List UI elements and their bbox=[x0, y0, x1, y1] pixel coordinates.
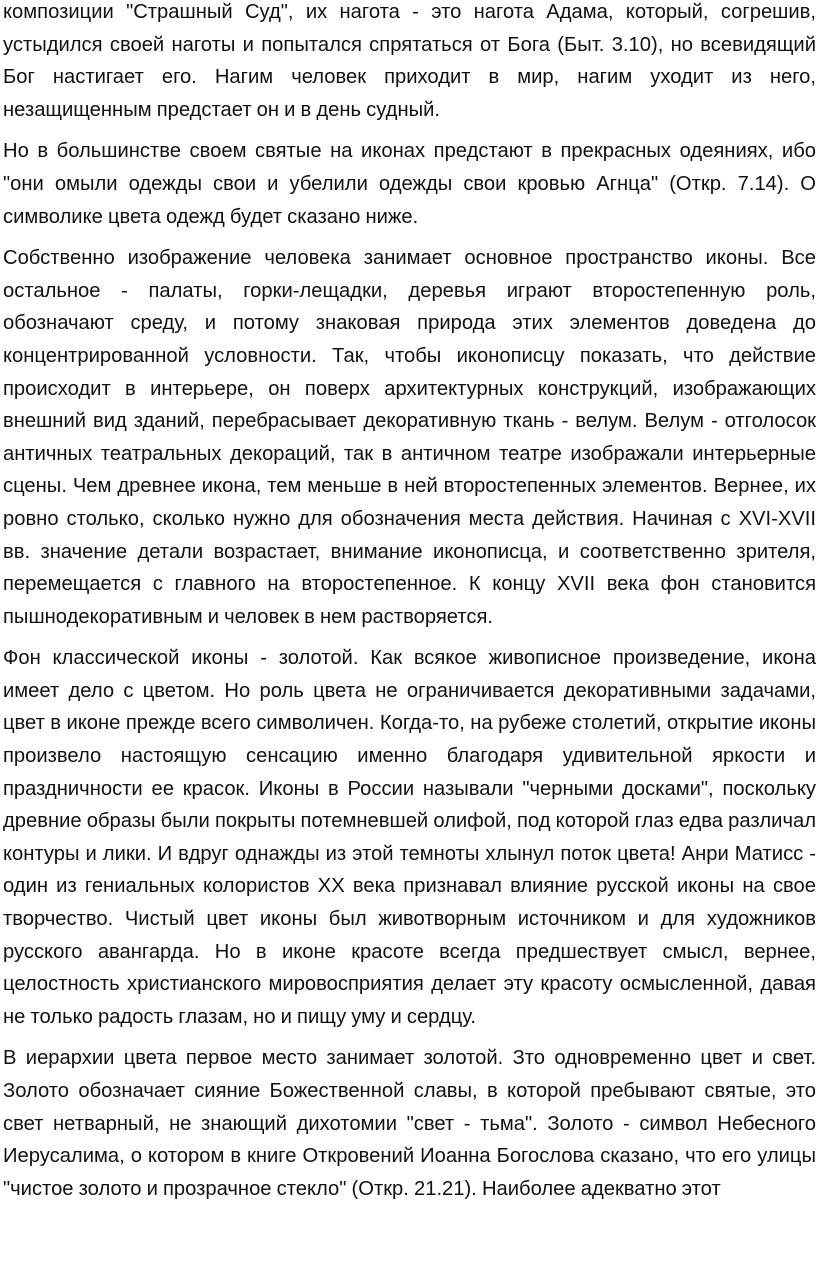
paragraph-hierarchy-of-color: В иерархии цвета первое место занимает золотой. Зто одновременно цвет и свет. Золото обозначает сияние Божественной славы, в которой пребывают святые, это свет нетварный, не знающий дихотомии "свет - тьма". Золото - символ Небесного Иерусалима, о котором в книге Откровений Иоанна Богослова сказано, что его улицы "чистое золото и прозрачное стекло" (Откр. 21.21). Наиболее адекватно этот bbox=[3, 1047, 816, 1200]
paragraph-garments-of-saints: Но в большинстве своем святые на иконах предстают в прекрасных одеяниях, ибо "они омыли одежды свои и убелили одежды свои кровью Агнца" (Откр. 7.14). О символике цвета одежд будет сказано ниже. bbox=[3, 140, 816, 228]
paragraph-human-image-and-setting: Собственно изображение человека занимает основное пространство иконы. Все остальное - палаты, горки-лещадки, деревья играют второстепенную роль, обозначают среду, и потому знаковая природа этих элементов доведена до концентрированной условности. Так, чтобы иконописцу показать, что действие происходит в интерьере, он поверх архитектурных конструкций, изображающих внешний вид зданий, перебрасывает декоративную ткань - велум. Велум - отголосок античных театральных декораций, так в античном театре изображали интерьерные сцены. Чем древнее икона, тем меньше в ней второстепенных элементов. Вернее, их ровно столько, сколько нужно для обозначения места действия. Начиная с XVI-XVII вв. значение детали возрастает, внимание иконописца, и соответственно зрителя, перемещается с главного на второстепенное. К концу XVII века фон становится пышнодекоративным и человек в нем растворяется. bbox=[3, 247, 816, 628]
paragraph-nudity-of-saints: композиции "Страшный Суд", их нагота - это нагота Адама, который, согрешив, устыдился своей наготы и попытался спрятаться от Бога (Быт. 3.10), но всевидящий Бог настигает его. Нагим человек приходит в мир, нагим уходит из него, незащищенным предстает он и в день судный. bbox=[3, 1, 816, 121]
paragraph-golden-background: Фон классической иконы - золотой. Как всякое живописное произведение, икона имеет дело с цветом. Но роль цвета не ограничивается декоративными задачами, цвет в иконе прежде всего символичен. Когда-то, на рубеже столетий, открытие иконы произвело настоящую сенсацию именно благодаря удивительной яркости и праздничности ее красок. Иконы в России называли "черными досками", поскольку древние образы были покрыты потемневшей олифой, под которой глаз едва различал контуры и лики. И вдруг однажды из этой темноты хлынул поток цвета! Анри Матисс - один из гениальных колористов XX века признавал влияние русской иконы на свое творчество. Чистый цвет иконы был животворным источником и для художников русского авангарда. Но в иконе красоте всегда предшествует смысл, вернее, целостность христианского мировосприятия делает эту красоту осмысленной, давая не только радость глазам, но и пищу уму и сердцу. bbox=[3, 647, 816, 1028]
